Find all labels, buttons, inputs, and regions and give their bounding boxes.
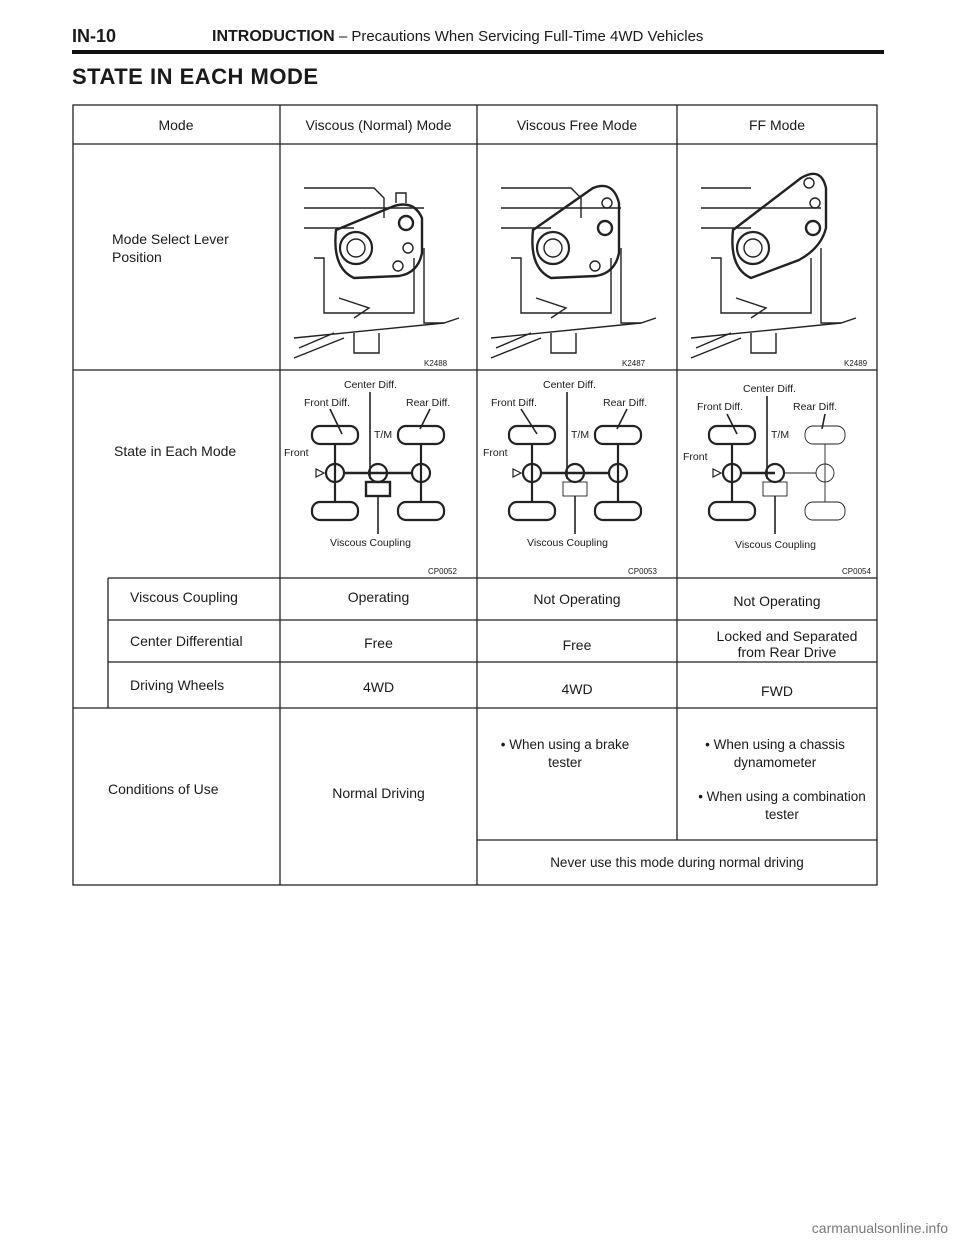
front-label: Front (483, 447, 508, 459)
drivetrain-diagram-ff (677, 374, 877, 579)
lever-figure-free (481, 148, 671, 373)
column-header-viscous-free: Viscous Free Mode (516, 117, 638, 133)
page-number: IN-10 (72, 26, 117, 46)
drivetrain-diagram (477, 374, 677, 574)
row-label-conditions: Conditions of Use (108, 781, 219, 797)
lever-illustration (284, 148, 474, 368)
lever-figure-ff (681, 148, 871, 373)
figure-code: CP0054 (842, 567, 871, 576)
figure-code: K2488 (424, 359, 448, 368)
cell-conditions-ff-1: • When using a chassis dynamometer (705, 737, 845, 770)
cell-wheels-ff: FWD (761, 683, 793, 699)
lever-illustration (681, 148, 871, 368)
cell-center-ff: Locked and Separated from Rear Drive (716, 628, 858, 660)
tm-label: T/M (771, 429, 790, 441)
tm-label: T/M (571, 429, 590, 441)
row-label-lever: Mode Select Lever Position (112, 231, 229, 265)
cell-conditions-normal: Normal Driving (332, 785, 425, 801)
center-diff-label: Center Diff. (743, 383, 796, 395)
never-use-note: Never use this mode during normal driving (550, 855, 804, 870)
rear-diff-label: Rear Diff. (406, 397, 451, 409)
header-title (212, 28, 703, 46)
viscous-coupling-label: Viscous Coupling (527, 537, 608, 549)
rear-diff-label: Rear Diff. (793, 401, 838, 413)
lever-figure-normal (284, 148, 474, 373)
viscous-coupling-label: Viscous Coupling (330, 537, 411, 549)
header-rule (72, 50, 884, 54)
cell-viscous-ff: Not Operating (733, 593, 821, 609)
cell-conditions-ff-2: • When using a combination tester (698, 789, 866, 822)
drivetrain-diagram (280, 374, 477, 574)
chapter-subtitle: – Precautions When Servicing Full-Time 4WD Vehicles (338, 28, 704, 45)
column-header-ff: FF Mode (748, 117, 805, 133)
cell-wheels-normal: 4WD (362, 679, 395, 695)
viscous-coupling-label: Viscous Coupling (735, 539, 816, 551)
cell-viscous-normal: Operating (347, 589, 410, 605)
cell-center-free: Free (562, 637, 592, 653)
row-label-viscous: Viscous Coupling (130, 589, 238, 605)
front-diff-label: Front Diff. (697, 401, 743, 413)
chapter-name: INTRODUCTION (212, 28, 335, 45)
figure-code: CP0052 (428, 567, 457, 576)
lever-illustration (481, 148, 671, 368)
watermark: carmanualsonline.info (811, 1220, 948, 1236)
front-label: Front (284, 447, 309, 459)
row-label-state: State in Each Mode (114, 443, 237, 459)
rear-diff-label: Rear Diff. (603, 397, 648, 409)
center-diff-label: Center Diff. (543, 379, 596, 391)
cell-conditions-free: • When using a brake tester (500, 737, 630, 770)
row-label-wheels: Driving Wheels (130, 677, 225, 693)
section-title: STATE IN EACH MODE (72, 64, 319, 89)
column-header-mode: Mode (158, 117, 194, 133)
cell-viscous-free: Not Operating (533, 591, 621, 607)
center-diff-label: Center Diff. (344, 379, 397, 391)
figure-code: K2487 (622, 359, 646, 368)
drivetrain-diagram-normal (280, 374, 477, 579)
row-label-center: Center Differential (130, 633, 243, 649)
figure-code: K2489 (844, 359, 868, 368)
drivetrain-diagram-free (477, 374, 677, 579)
cell-center-normal: Free (364, 635, 393, 651)
column-header-viscous-normal: Viscous (Normal) Mode (305, 117, 452, 133)
front-diff-label: Front Diff. (304, 397, 350, 409)
cell-wheels-free: 4WD (561, 681, 593, 697)
figure-code: CP0053 (628, 567, 657, 576)
front-diff-label: Front Diff. (491, 397, 537, 409)
tm-label: T/M (374, 429, 393, 441)
drivetrain-diagram (677, 374, 877, 574)
front-label: Front (683, 451, 708, 463)
mode-table (72, 104, 878, 886)
